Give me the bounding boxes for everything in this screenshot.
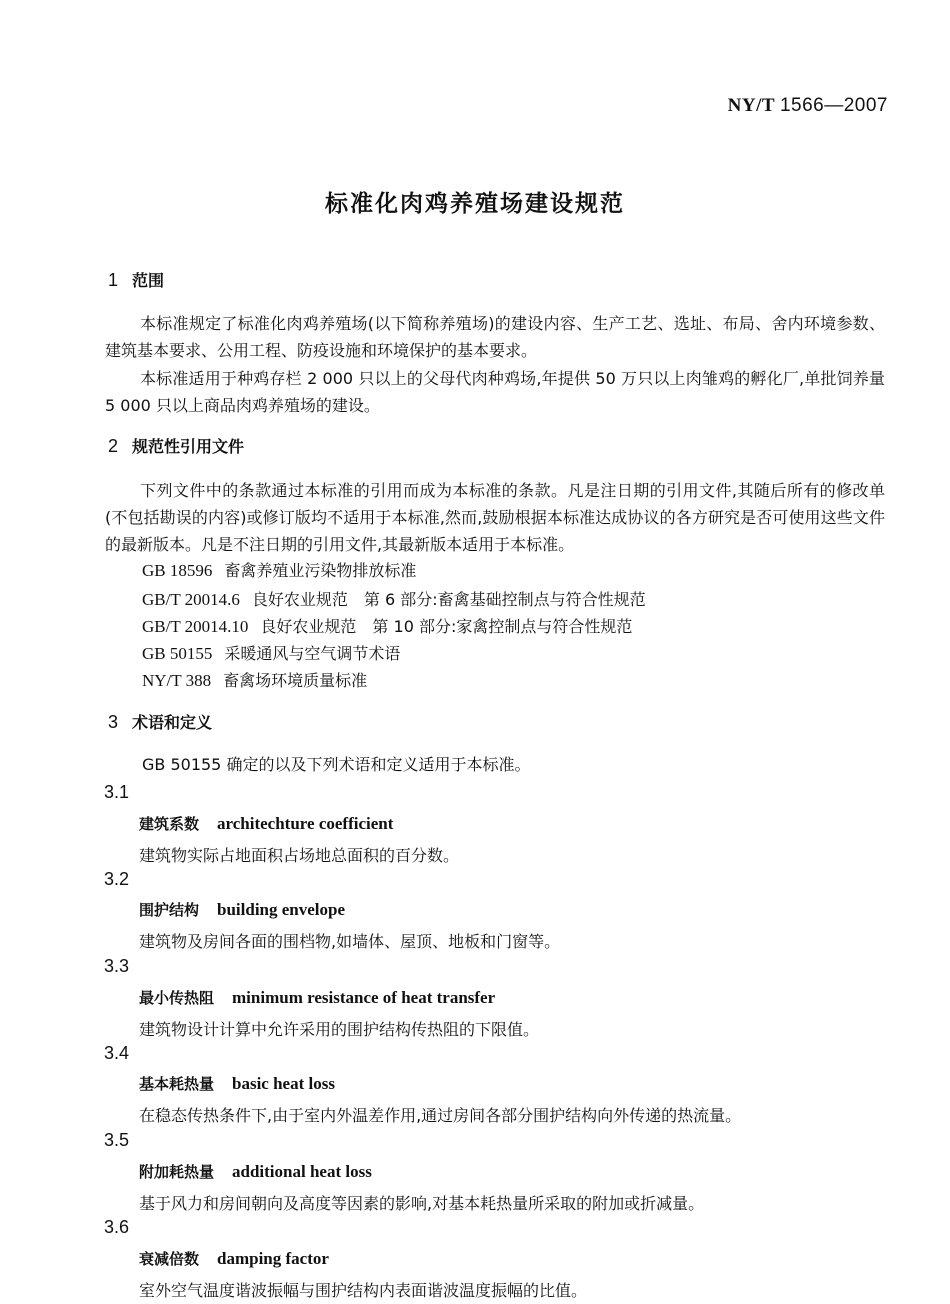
term-english: architechture coefficient [217,814,394,833]
term-definition: 建筑物设计计算中允许采用的围护结构传热阻的下限值。 [139,1020,540,1039]
term-chinese: 附加耗热量 [139,1163,215,1181]
section-number: 1 [108,270,119,290]
reference-code: GB 50155 [142,644,213,663]
clause-number: 3.5 [104,1130,130,1150]
term-entry [139,1161,372,1182]
term-entry [139,813,393,834]
term-chinese: 基本耗热量 [139,1075,215,1093]
reference-item [142,614,632,637]
clause-number: 3.4 [104,1043,130,1063]
term-definition: 建筑物实际占地面积占场地总面积的百分数。 [139,846,460,865]
term-chinese: 衰减倍数 [139,1250,200,1268]
standard-code: 1566—2007 [779,95,888,116]
term-entry [139,1248,329,1269]
term-definition: 基于风力和房间朝向及高度等因素的影响,对基本耗热量所采取的附加或折减量。 [139,1194,705,1213]
section-title: 规范性引用文件 [132,437,245,456]
section-1-heading [108,268,164,291]
section-title: 术语和定义 [132,713,213,732]
reference-code: NY/T 388 [142,671,212,690]
document-title: 标准化肉鸡养殖场建设规范 [325,191,625,217]
reference-title: 畜禽养殖业污染物排放标准 [224,561,417,580]
section-1-paragraph-2: 本标准适用于种鸡存栏 2 000 只以上的父母代肉种鸡场,年提供 50 万只以上肉雏鸡的孵化厂,单批饲养量 5 000 只以上商品肉鸡养殖场的建设。 [105,369,885,415]
section-number: 3 [108,712,119,732]
reference-item [142,558,416,581]
term-english: minimum resistance of heat transfer [232,988,496,1007]
term-english: basic heat loss [232,1074,335,1093]
clause-number: 3.1 [104,782,130,802]
clause-number: 3.2 [104,869,130,889]
section-2-heading [108,434,244,457]
term-english: building envelope [217,900,346,919]
reference-code: GB/T 20014.10 [142,617,249,636]
term-entry [139,1073,335,1094]
section-title: 范围 [132,271,165,290]
reference-item [142,641,400,664]
standard-prefix: NY/T [727,95,775,116]
reference-code: GB/T 20014.6 [142,590,240,609]
section-3-intro: GB 50155 确定的以及下列术语和定义适用于本标准。 [142,755,531,774]
reference-title: 采暖通风与空气调节术语 [224,644,401,663]
term-definition: 在稳态传热条件下,由于室内外温差作用,通过房间各部分围护结构向外传递的热流量。 [139,1106,742,1125]
term-chinese: 建筑系数 [139,815,200,833]
reference-title: 畜禽场环境质量标准 [223,671,368,690]
term-definition: 室外空气温度谐波振幅与围护结构内表面谐波温度振幅的比值。 [139,1281,588,1300]
term-definition: 建筑物及房间各面的围档物,如墙体、屋顶、地板和门窗等。 [139,932,561,951]
term-english: additional heat loss [232,1162,372,1181]
term-chinese: 围护结构 [139,901,200,919]
clause-number: 3.6 [104,1217,130,1237]
section-1-paragraph-1: 本标准规定了标准化肉鸡养殖场(以下简称养殖场)的建设内容、生产工艺、选址、布局、舍内环境参数、建筑基本要求、公用工程、防疫设施和环境保护的基本要求。 [105,314,885,360]
section-2-paragraph: 下列文件中的条款通过本标准的引用而成为本标准的条款。凡是注日期的引用文件,其随后所有的修改单(不包括勘误的内容)或修订版均不适用于本标准,然而,鼓励根据本标准达成协议的各方研究是否可使用这些文件的最新版本。凡是不注日期的引用文件,其最新版本适用于本标准。 [105,481,885,554]
clause-number: 3.3 [104,956,130,976]
reference-title: 良好农业规范 第 6 部分:畜禽基础控制点与符合性规范 [251,590,646,609]
term-entry [139,987,495,1008]
reference-title: 良好农业规范 第 10 部分:家禽控制点与符合性规范 [260,617,633,636]
term-chinese: 最小传热阻 [139,989,215,1007]
term-entry [139,899,345,920]
section-3-heading [108,710,212,733]
reference-item [142,668,367,691]
section-number: 2 [108,436,119,456]
reference-item [142,587,646,610]
standard-number [728,95,888,117]
reference-code: GB 18596 [142,561,213,580]
term-english: damping factor [217,1249,329,1268]
